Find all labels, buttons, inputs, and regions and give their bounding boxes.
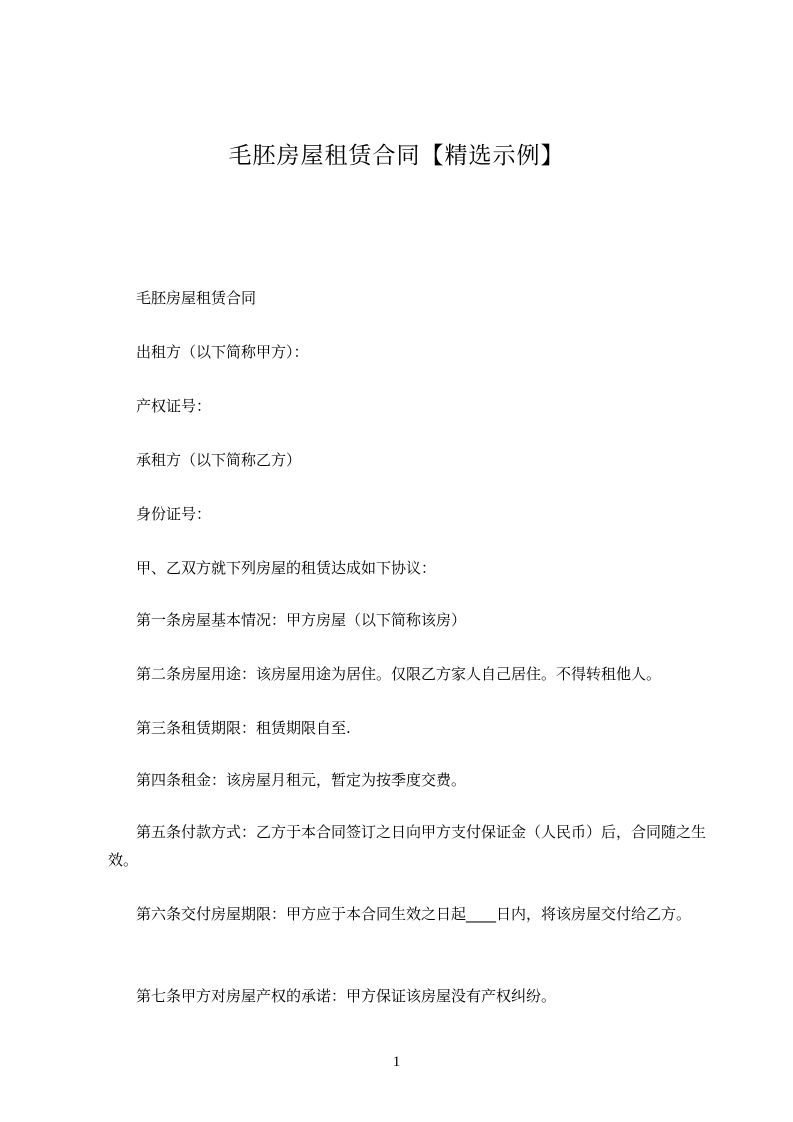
paragraph-agreement-intro: 甲、乙双方就下列房屋的租赁达成如下协议： (136, 559, 437, 577)
paragraph-lessee: 承租方（以下简称乙方） (136, 451, 302, 469)
paragraph-contract-name: 毛胚房屋租赁合同 (136, 289, 257, 307)
document-title: 毛胚房屋租赁合同【精选示例】 (228, 143, 565, 169)
paragraph-lessor: 出租方（以下简称甲方）： (136, 343, 309, 361)
paragraph-article-2: 第二条房屋用途：该房屋用途为居住。仅限乙方家人自己居住。不得转租他人。 (136, 665, 662, 683)
paragraph-property-cert: 产权证号： (136, 397, 212, 415)
paragraph-id-number: 身份证号： (136, 505, 212, 523)
paragraph-article-7: 第七条甲方对房屋产权的承诺：甲方保证该房屋没有产权纠纷。 (136, 987, 557, 1005)
paragraph-article-3: 第三条租赁期限：租赁期限自至. (136, 719, 351, 737)
paragraph-article-6: 第六条交付房屋期限：甲方应于本合同生效之日起____日内，将该房屋交付给乙方。 (136, 905, 692, 923)
paragraph-article-5: 第五条付款方式：乙方于本合同签订之日向甲方支付保证金（人民币）后，合同随之生效。 (108, 823, 707, 869)
paragraph-article-1: 第一条房屋基本情况：甲方房屋（以下简称该房） (136, 611, 467, 629)
paragraph-article-4: 第四条租金：该房屋月租元，暂定为按季度交费。 (136, 771, 467, 789)
page-number: 1 (392, 1054, 401, 1070)
